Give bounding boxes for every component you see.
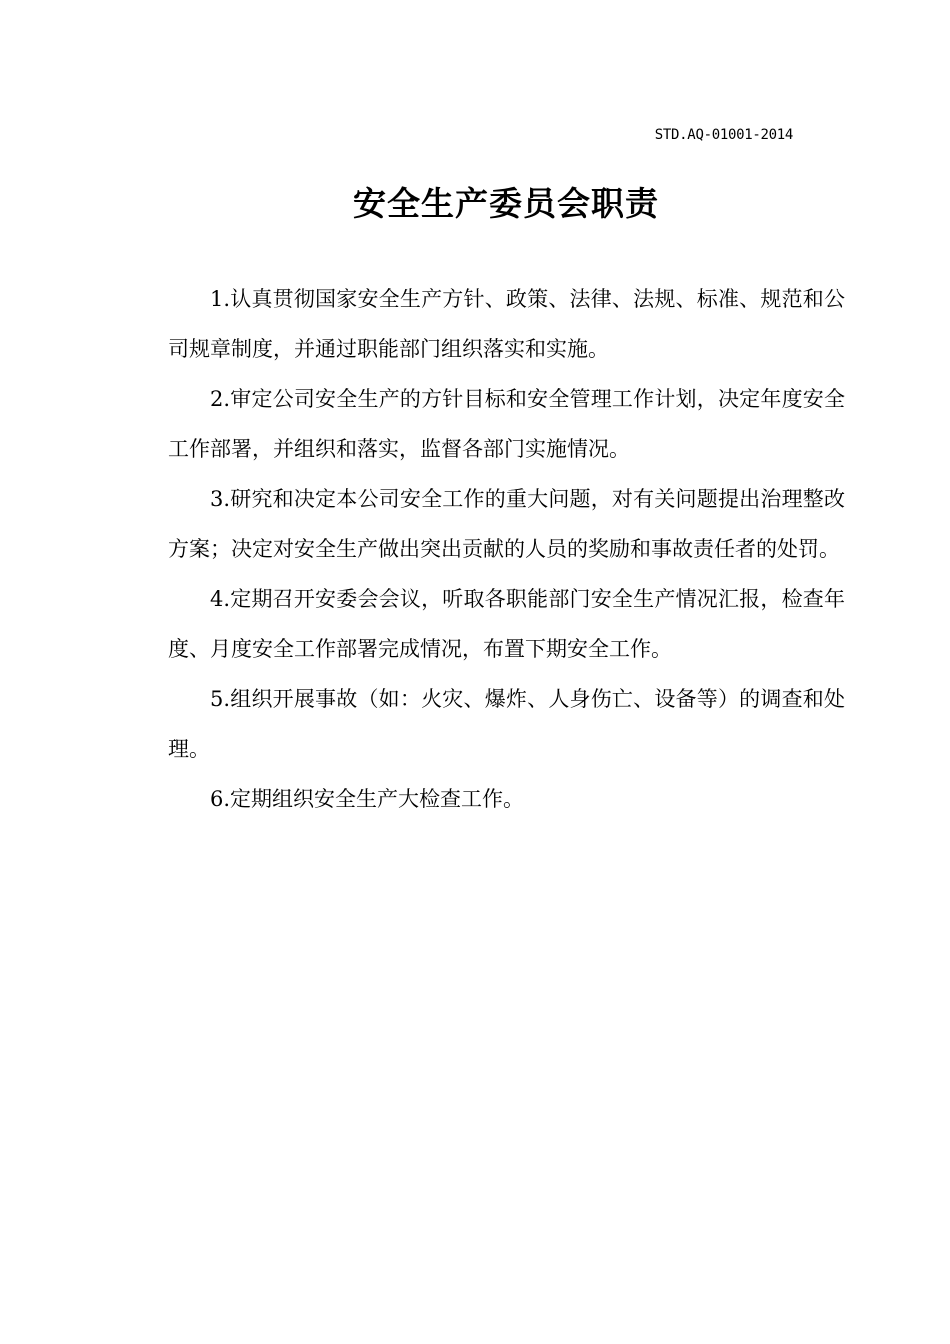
document-title: 安全生产委员会职责 [353,184,659,223]
clause-2: 2.审定公司安全生产的方针目标和安全管理工作计划，决定年度安全工作部署，并组织和落实，监督各部门实施情况。 [168,387,845,461]
document-code: STD.AQ-01001-2014 [654,127,793,143]
clause-6: 6.定期组织安全生产大检查工作。 [210,787,525,811]
clause-1: 1.认真贯彻国家安全生产方针、政策、法律、法规、标准、规范和公司规章制度，并通过职能部门组织落实和实施。 [168,287,845,361]
clause-3: 3.研究和决定本公司安全工作的重大问题，对有关问题提出治理整改方案；决定对安全生产做出突出贡献的人员的奖励和事故责任者的处罚。 [168,487,845,561]
clause-5: 5.组织开展事故（如：火灾、爆炸、人身伤亡、设备等）的调查和处理。 [168,687,845,761]
clause-4: 4.定期召开安委会会议，听取各职能部门安全生产情况汇报，检查年度、月度安全工作部署完成情况，布置下期安全工作。 [168,587,845,661]
document-body [168,274,845,824]
